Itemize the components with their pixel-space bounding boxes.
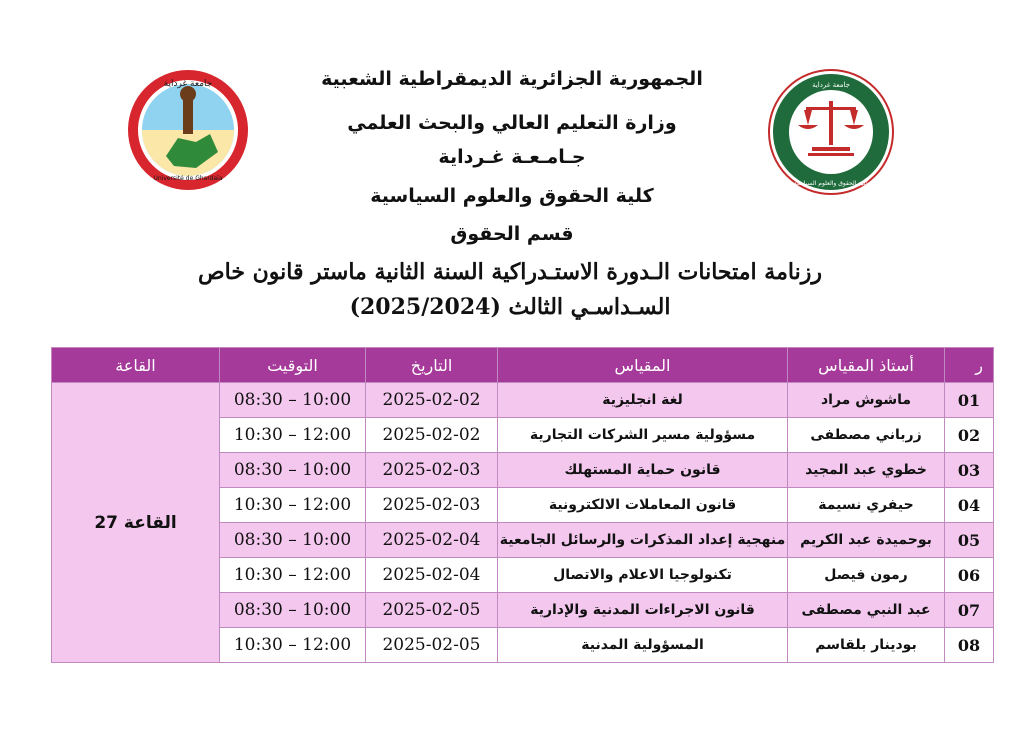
time-cell: 08:30 – 10:00: [220, 383, 366, 418]
column-header-date: التاريخ: [366, 348, 498, 383]
schedule-title: رزنامة امتحانات الـدورة الاستـدراكية السنة الثانية ماستر قانون خاص: [198, 259, 822, 285]
professor-cell: زرباني مصطفى: [788, 418, 945, 453]
column-header-number: ر: [945, 348, 994, 383]
subject-cell: منهجية إعداد المذكرات والرسائل الجامعية: [498, 523, 788, 558]
time-cell: 08:30 – 10:00: [220, 593, 366, 628]
professor-cell: حيفري نسيمة: [788, 488, 945, 523]
professor-cell: عبد النبي مصطفى: [788, 593, 945, 628]
faculty-name: كلية الحقوق والعلوم السياسية: [370, 185, 654, 207]
professor-cell: بوحميدة عبد الكريم: [788, 523, 945, 558]
table-header-row: [52, 348, 994, 383]
time-cell: 08:30 – 10:00: [220, 523, 366, 558]
table-row: [52, 383, 994, 418]
professor-cell: بودينار بلقاسم: [788, 628, 945, 663]
subject-cell: تكنولوجيا الاعلام والاتصال: [498, 558, 788, 593]
date-cell: 2025-02-02: [366, 418, 498, 453]
subject-cell: مسؤولية مسير الشركات التجارية: [498, 418, 788, 453]
time-cell: 08:30 – 10:00: [220, 453, 366, 488]
column-header-time: التوقيت: [220, 348, 366, 383]
column-header-professor: أستاذ المقياس: [788, 348, 945, 383]
number-cell: 06: [945, 558, 994, 593]
subject-cell: قانون المعاملات الالكترونية: [498, 488, 788, 523]
logo-left-arabic: جامعة غرداية: [163, 79, 213, 89]
logo-right-arabic: جامعة غرداية: [812, 81, 850, 89]
logo-right-sub: كلية الحقوق والعلوم السياسية: [793, 180, 869, 187]
number-cell: 07: [945, 593, 994, 628]
number-cell: 04: [945, 488, 994, 523]
date-cell: 2025-02-03: [366, 488, 498, 523]
number-cell: 08: [945, 628, 994, 663]
country-name: الجمهورية الجزائرية الديمقراطية الشعبية: [321, 68, 703, 90]
date-cell: 2025-02-04: [366, 558, 498, 593]
subject-cell: لغة انجليزية: [498, 383, 788, 418]
professor-cell: رمون فيصل: [788, 558, 945, 593]
logo-left-latin: Université de Ghardaïa: [153, 175, 223, 182]
number-cell: 01: [945, 383, 994, 418]
date-cell: 2025-02-05: [366, 628, 498, 663]
time-cell: 10:30 – 12:00: [220, 558, 366, 593]
date-cell: 2025-02-03: [366, 453, 498, 488]
subject-cell: قانون حماية المستهلك: [498, 453, 788, 488]
number-cell: 03: [945, 453, 994, 488]
column-header-room: القاعة: [52, 348, 220, 383]
professor-cell: خطوي عبد المجيد: [788, 453, 945, 488]
subject-cell: المسؤولية المدنية: [498, 628, 788, 663]
department-name: قسم الحقوق: [450, 223, 574, 245]
number-cell: 02: [945, 418, 994, 453]
time-cell: 10:30 – 12:00: [220, 418, 366, 453]
subject-cell: قانون الاجراءات المدنية والإدارية: [498, 593, 788, 628]
schedule-subtitle: السـداسـي الثالث (2025/2024): [349, 294, 671, 320]
exam-schedule-table: [51, 347, 994, 663]
date-cell: 2025-02-05: [366, 593, 498, 628]
column-header-subject: المقياس: [498, 348, 788, 383]
professor-cell: ماشوش مراد: [788, 383, 945, 418]
number-cell: 05: [945, 523, 994, 558]
time-cell: 10:30 – 12:00: [220, 488, 366, 523]
date-cell: 2025-02-04: [366, 523, 498, 558]
room-cell: القاعة 27: [52, 383, 220, 663]
time-cell: 10:30 – 12:00: [220, 628, 366, 663]
date-cell: 2025-02-02: [366, 383, 498, 418]
university-name: جـامـعـة غـرداية: [438, 146, 586, 168]
ministry-name: وزارة التعليم العالي والبحث العلمي: [347, 112, 677, 134]
